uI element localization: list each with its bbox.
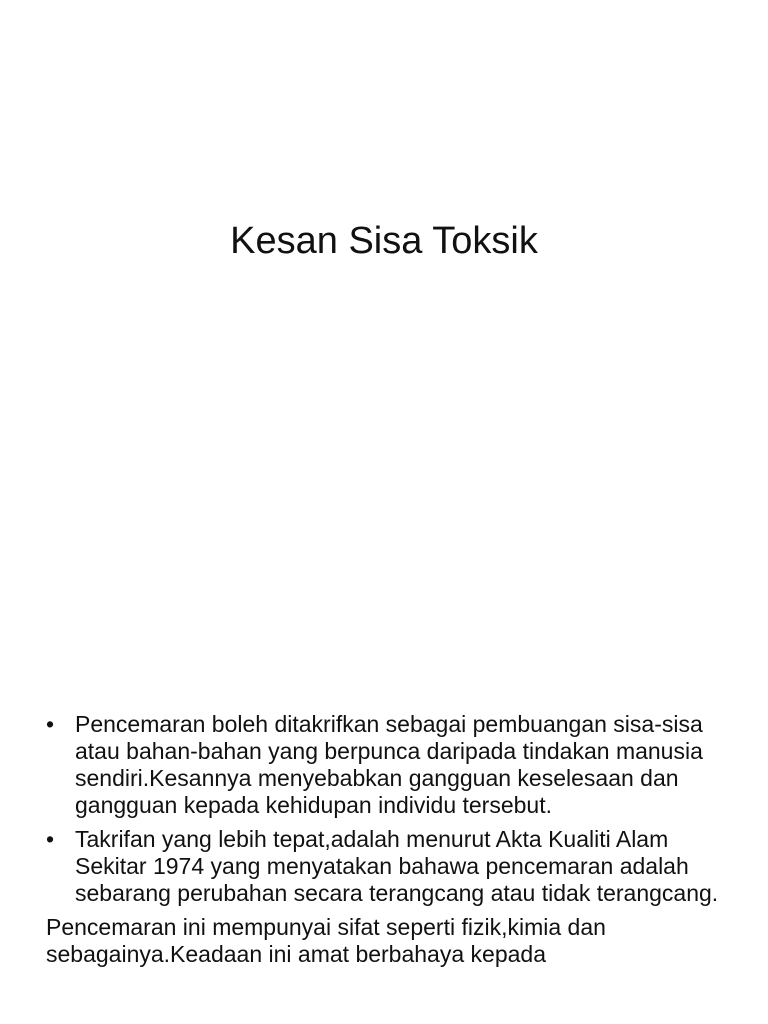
list-item xyxy=(46,711,736,819)
body-paragraph: Pencemaran ini mempunyai sifat seperti fizik,kimia dan sebagainya.Keadaan ini amat berbahaya kepada xyxy=(46,914,606,967)
bullet-text: Takrifan yang lebih tepat,adalah menurut Akta Kualiti Alam Sekitar 1974 yang menyatakan bahawa pencemaran adalah sebarang perubahan secara terangcang atau tidak terangcang. xyxy=(75,826,719,906)
slide-title: Kesan Sisa Toksik xyxy=(230,220,538,262)
bullet-marker: • xyxy=(46,826,55,852)
slide-body xyxy=(46,711,736,968)
bullet-text: Pencemaran boleh ditakrifkan sebagai pembuangan sisa-sisa atau bahan-bahan yang berpunca daripada tindakan manusia sendiri.Kesannya menyebabkan gangguan keselesaan dan gangguan kepada kehidupan individu tersebut. xyxy=(75,711,703,818)
bullet-list xyxy=(46,711,736,907)
list-item xyxy=(46,826,736,907)
bullet-marker: • xyxy=(46,711,55,737)
